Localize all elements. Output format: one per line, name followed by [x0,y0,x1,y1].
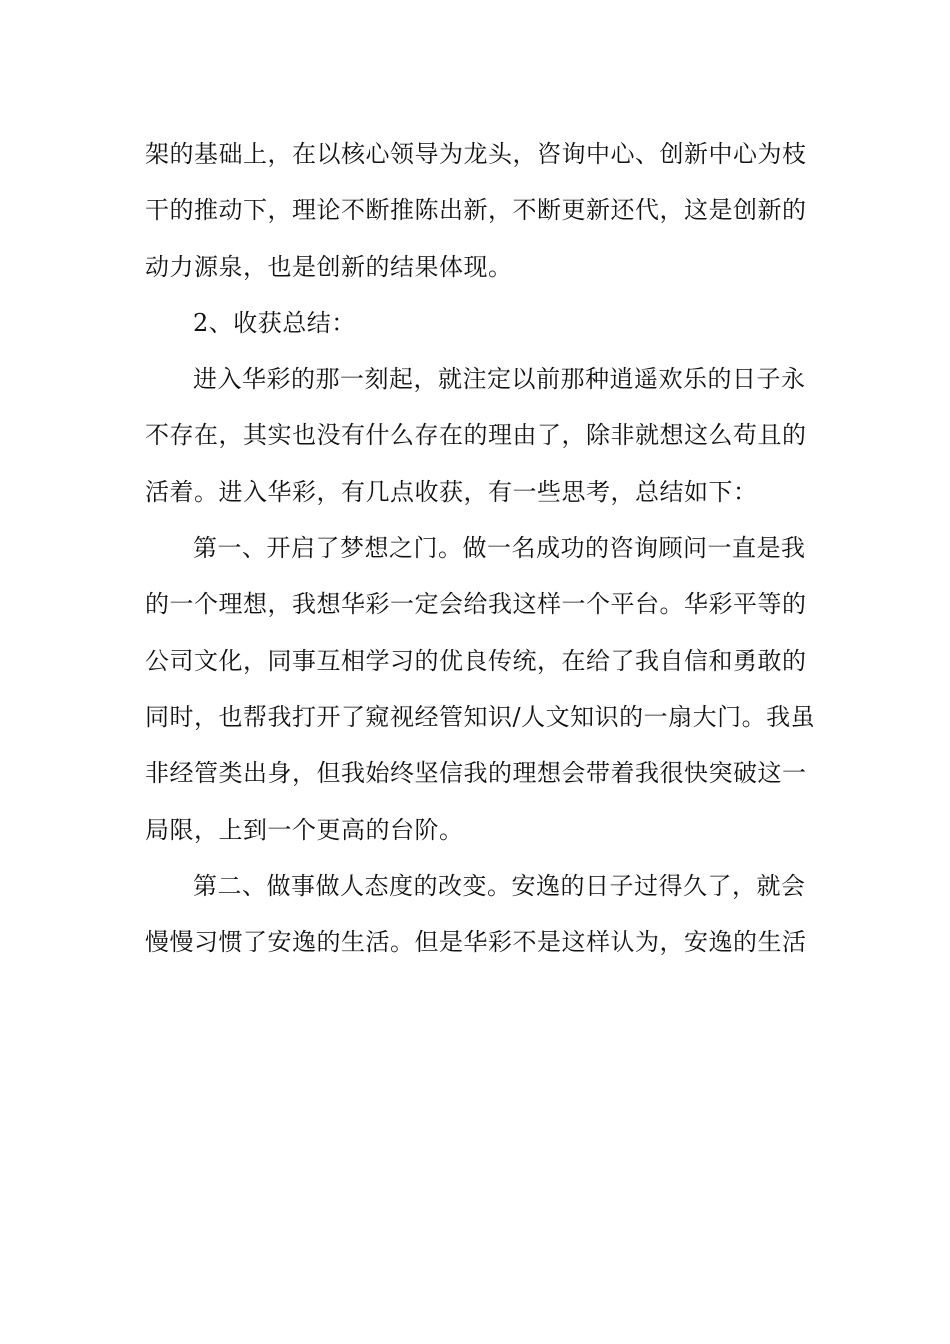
document-body [145,126,816,970]
text-line: 慢慢习惯了安逸的生活。但是华彩不是这样认为，安逸的生活 [145,928,807,957]
text-line: 活着。进入华彩，有几点收获，有一些思考，总结如下： [145,477,758,506]
text-line: 第二、做事做人态度的改变。安逸的日子过得久了，就会 [193,871,806,900]
text-line: 第一、开启了梦想之门。做一名成功的咨询顾问一直是我 [193,534,806,563]
text-line: 架的基础上，在以核心领导为龙头，咨询中心、创新中心为枝 [145,140,807,168]
text-line: 进入华彩的那一刻起，就注定以前那种逍遥欢乐的日子永 [193,365,806,394]
text-line: 的一个理想，我想华彩一定会给我这样一个平台。华彩平等的 [145,590,807,619]
text-line: 局限，上到一个更高的台阶。 [145,815,464,844]
text-line: 非经管类出身，但我始终坚信我的理想会带着我很快突破这一 [145,759,807,788]
text-line: 干的推动下，理论不断推陈出新，不断更新还代，这是创新的 [145,196,807,225]
text-line: 动力源泉，也是创新的结果体现。 [145,252,513,281]
text-line: 公司文化，同事互相学习的优良传统，在给了我自信和勇敢的 [145,646,807,675]
section-heading: 2、收获总结： [193,308,356,337]
text-line: 同时，也帮我打开了窥视经管知识/人文知识的一扇大门。我虽 [145,702,816,731]
text-line: 不存在，其实也没有什么存在的理由了，除非就想这么苟且的 [145,421,807,450]
